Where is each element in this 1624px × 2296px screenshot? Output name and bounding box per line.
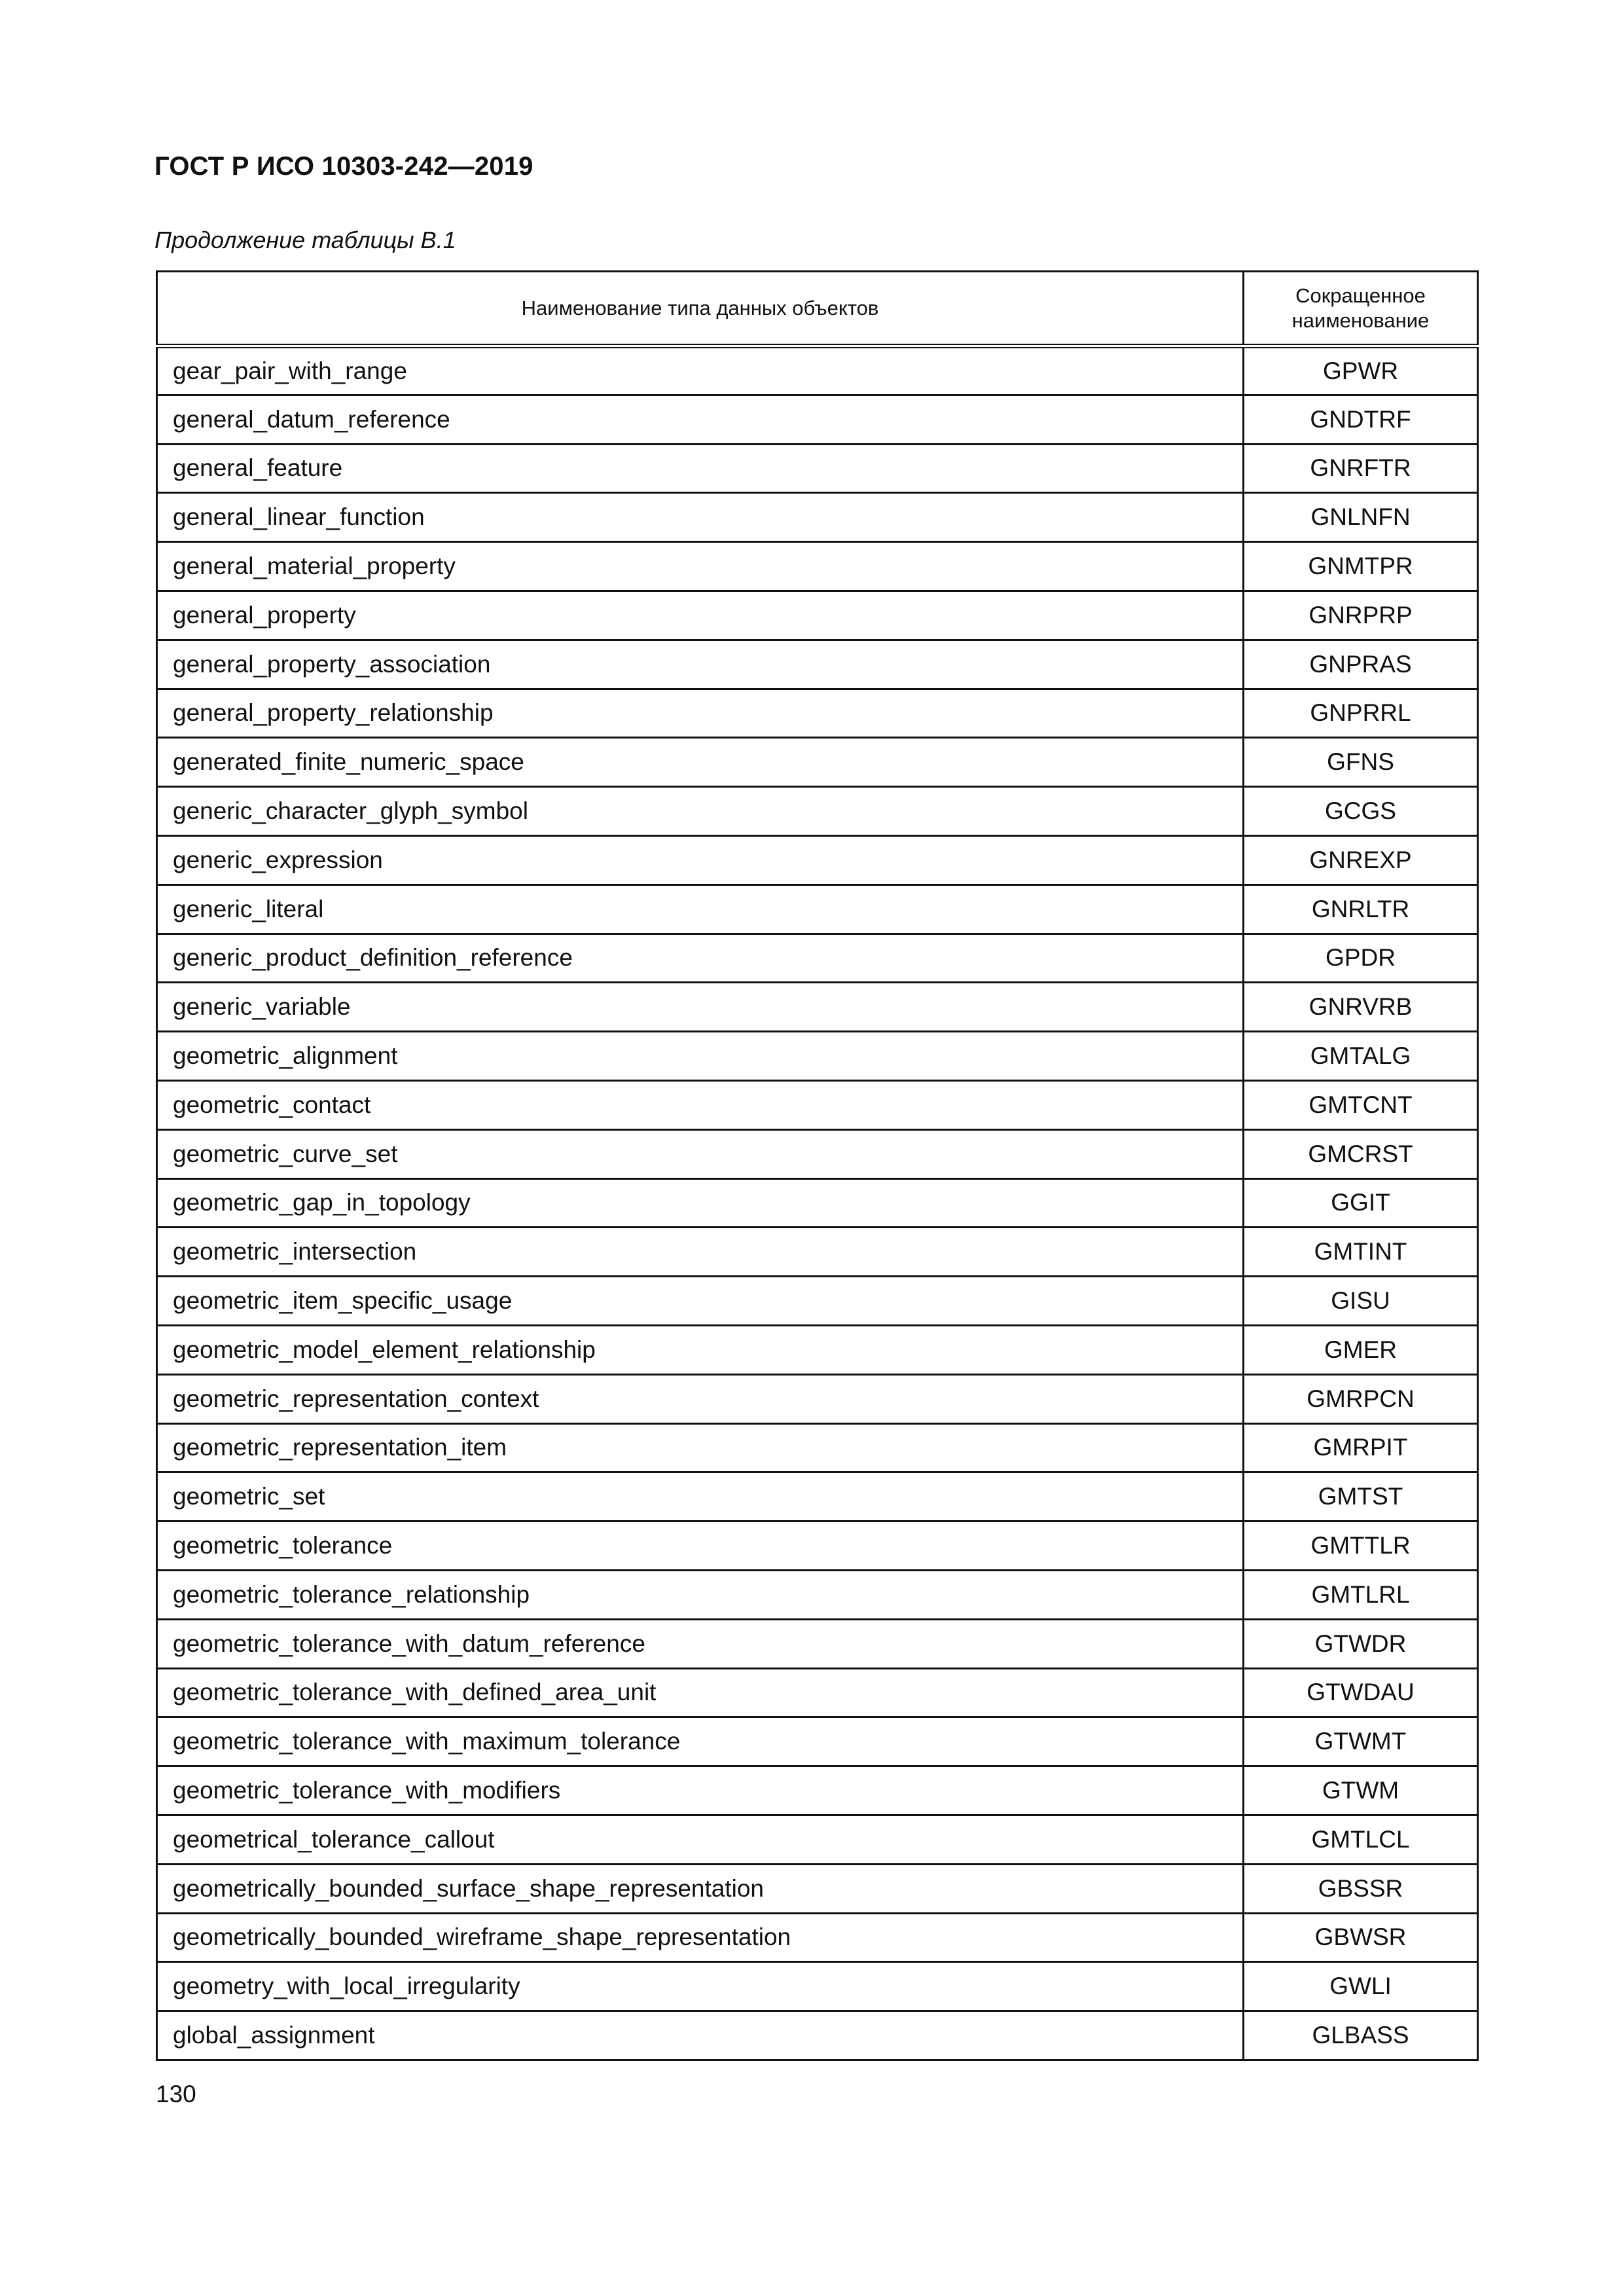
entity-name-cell: generic_product_definition_reference — [157, 934, 1244, 983]
abbreviation-cell: GMTCNT — [1244, 1080, 1478, 1129]
entity-name-cell: general_material_property — [157, 542, 1244, 591]
entity-name-cell: geometric_tolerance_with_maximum_tolerance — [157, 1717, 1244, 1766]
abbreviation-cell: GMRPIT — [1244, 1423, 1478, 1472]
abbreviation-cell: GMTTLR — [1244, 1522, 1478, 1571]
entity-name-cell: geometric_tolerance_with_datum_reference — [157, 1619, 1244, 1668]
table-row — [157, 934, 1478, 983]
abbreviation-cell: GTWMT — [1244, 1717, 1478, 1766]
table-row — [157, 1619, 1478, 1668]
table-row — [157, 1570, 1478, 1619]
abbreviation-cell: GNMTPR — [1244, 542, 1478, 591]
abbreviation-cell: GNPRAS — [1244, 640, 1478, 689]
abbreviation-cell: GTWM — [1244, 1766, 1478, 1815]
abbreviation-cell: GTWDAU — [1244, 1668, 1478, 1717]
table-row — [157, 1032, 1478, 1081]
abbreviation-cell: GNREXP — [1244, 835, 1478, 884]
entity-name-cell: geometric_representation_item — [157, 1423, 1244, 1472]
document-standard-header: ГОСТ Р ИСО 10303-242—2019 — [154, 152, 533, 181]
column-header-name: Наименование типа данных объектов — [157, 272, 1244, 346]
abbreviation-cell: GNDTRF — [1244, 395, 1478, 444]
abbreviation-cell: GMTLRL — [1244, 1570, 1478, 1619]
abbreviation-cell: GMTINT — [1244, 1228, 1478, 1277]
table-header — [157, 272, 1478, 346]
entity-name-cell: geometric_representation_context — [157, 1374, 1244, 1423]
abbreviation-cell: GMTST — [1244, 1472, 1478, 1522]
entity-name-cell: global_assignment — [157, 2011, 1244, 2060]
entity-name-cell: geometry_with_local_irregularity — [157, 1962, 1244, 2011]
abbreviation-cell: GFNS — [1244, 738, 1478, 787]
entity-name-cell: generic_character_glyph_symbol — [157, 787, 1244, 836]
page-number: 130 — [156, 2081, 196, 2107]
column-header-abbreviation-line2: наименование — [1291, 308, 1430, 332]
abbreviation-cell: GMCRST — [1244, 1129, 1478, 1178]
table-row — [157, 1374, 1478, 1423]
entity-name-cell: general_property — [157, 591, 1244, 640]
entity-name-cell: general_datum_reference — [157, 395, 1244, 444]
table-row — [157, 346, 1478, 395]
entity-name-cell: geometrically_bounded_wireframe_shape_representation — [157, 1913, 1244, 1962]
table-row — [157, 1472, 1478, 1522]
table-row — [157, 640, 1478, 689]
entity-name-cell: generic_expression — [157, 835, 1244, 884]
table-row — [157, 493, 1478, 542]
entity-name-cell: geometric_item_specific_usage — [157, 1277, 1244, 1326]
abbreviation-cell: GWLI — [1244, 1962, 1478, 2011]
abbreviation-cell: GBWSR — [1244, 1913, 1478, 1962]
table-row — [157, 1325, 1478, 1374]
abbreviation-cell: GGIT — [1244, 1178, 1478, 1228]
entity-name-cell: general_property_relationship — [157, 689, 1244, 738]
table-row — [157, 2011, 1478, 2060]
table-row — [157, 1522, 1478, 1571]
table-row — [157, 787, 1478, 836]
table-row — [157, 738, 1478, 787]
abbreviation-cell: GPDR — [1244, 934, 1478, 983]
table-row — [157, 1080, 1478, 1129]
table-row — [157, 1129, 1478, 1178]
table-row — [157, 1962, 1478, 2011]
table-row — [157, 591, 1478, 640]
table-row — [157, 1228, 1478, 1277]
table-caption: Продолжение таблицы В.1 — [154, 227, 456, 253]
abbreviation-cell: GNRPRP — [1244, 591, 1478, 640]
table-row — [157, 884, 1478, 934]
abbreviation-cell: GISU — [1244, 1277, 1478, 1326]
entity-name-cell: general_property_association — [157, 640, 1244, 689]
entity-name-cell: general_feature — [157, 444, 1244, 493]
abbreviation-cell: GMTALG — [1244, 1032, 1478, 1081]
table-row — [157, 983, 1478, 1032]
table-row — [157, 444, 1478, 493]
table-body — [157, 346, 1478, 2060]
entity-name-cell: geometric_curve_set — [157, 1129, 1244, 1178]
abbreviation-cell: GMER — [1244, 1325, 1478, 1374]
table-row — [157, 1864, 1478, 1913]
table-row — [157, 1178, 1478, 1228]
entity-name-cell: geometrically_bounded_surface_shape_representation — [157, 1864, 1244, 1913]
entity-name-cell: generated_finite_numeric_space — [157, 738, 1244, 787]
entity-name-cell: geometric_gap_in_topology — [157, 1178, 1244, 1228]
table-row — [157, 542, 1478, 591]
entity-name-cell: geometric_set — [157, 1472, 1244, 1522]
abbreviation-cell: GCGS — [1244, 787, 1478, 836]
entity-name-cell: geometric_tolerance_with_defined_area_unit — [157, 1668, 1244, 1717]
column-header-abbreviation-line1: Сокращенное — [1295, 283, 1426, 307]
abbreviation-cell: GNLNFN — [1244, 493, 1478, 542]
entity-name-cell: general_linear_function — [157, 493, 1244, 542]
entity-name-cell: geometric_intersection — [157, 1228, 1244, 1277]
table-row — [157, 1766, 1478, 1815]
abbreviation-cell: GMTLCL — [1244, 1815, 1478, 1864]
abbreviation-cell: GNRFTR — [1244, 444, 1478, 493]
entity-name-cell: gear_pair_with_range — [157, 346, 1244, 395]
table-row — [157, 1717, 1478, 1766]
table-row — [157, 395, 1478, 444]
table-row — [157, 689, 1478, 738]
entity-name-cell: generic_variable — [157, 983, 1244, 1032]
entity-abbreviation-table — [156, 270, 1479, 2061]
abbreviation-cell: GLBASS — [1244, 2011, 1478, 2060]
entity-name-cell: geometric_alignment — [157, 1032, 1244, 1081]
table-row — [157, 835, 1478, 884]
table-row — [157, 1815, 1478, 1864]
entity-name-cell: geometric_tolerance_relationship — [157, 1570, 1244, 1619]
table-row — [157, 1423, 1478, 1472]
abbreviation-cell: GBSSR — [1244, 1864, 1478, 1913]
table-row — [157, 1913, 1478, 1962]
table-header-row — [157, 272, 1478, 346]
entity-name-cell: geometric_tolerance_with_modifiers — [157, 1766, 1244, 1815]
abbreviation-cell: GMRPCN — [1244, 1374, 1478, 1423]
abbreviation-cell: GNRVRB — [1244, 983, 1478, 1032]
table-row — [157, 1277, 1478, 1326]
entity-name-cell: geometric_contact — [157, 1080, 1244, 1129]
entity-name-cell: geometric_tolerance — [157, 1522, 1244, 1571]
entity-name-cell: geometrical_tolerance_callout — [157, 1815, 1244, 1864]
entity-name-cell: generic_literal — [157, 884, 1244, 934]
table-row — [157, 1668, 1478, 1717]
column-header-abbreviation — [1244, 272, 1478, 346]
abbreviation-cell: GNRLTR — [1244, 884, 1478, 934]
abbreviation-cell: GNPRRL — [1244, 689, 1478, 738]
abbreviation-cell: GPWR — [1244, 346, 1478, 395]
entity-name-cell: geometric_model_element_relationship — [157, 1325, 1244, 1374]
abbreviation-cell: GTWDR — [1244, 1619, 1478, 1668]
